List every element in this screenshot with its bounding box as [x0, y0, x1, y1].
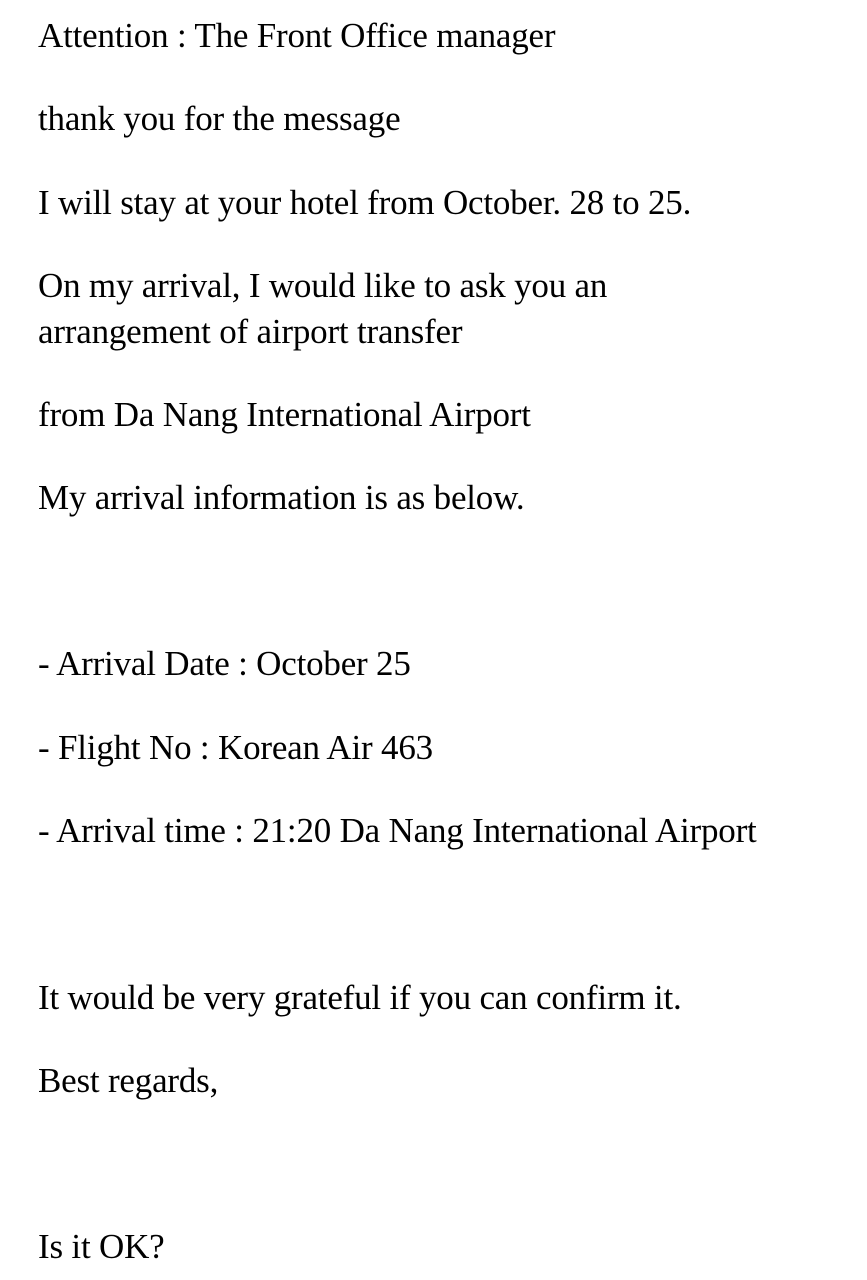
arrival-date-item: - Arrival Date : October 25 [38, 644, 411, 683]
attention-line: Attention : The Front Office manager [38, 16, 556, 55]
confirmation-request-line: It would be very grateful if you can confirm it. [38, 978, 682, 1017]
stay-dates-line: I will stay at your hotel from October. 28 to 25. [38, 183, 692, 222]
transfer-request-line-1: On my arrival, I would like to ask you an [38, 266, 608, 305]
flight-number-item: - Flight No : Korean Air 463 [38, 728, 433, 767]
question-line: Is it OK? [38, 1227, 165, 1266]
from-airport-line: from Da Nang International Airport [38, 395, 531, 434]
arrival-time-item: - Arrival time : 21:20 Da Nang International Airport [38, 811, 757, 850]
closing-line: Best regards, [38, 1061, 219, 1100]
arrival-info-intro: My arrival information is as below. [38, 478, 525, 517]
thanks-line: thank you for the message [38, 99, 401, 138]
transfer-request-line-2: arrangement of airport transfer [38, 312, 463, 351]
